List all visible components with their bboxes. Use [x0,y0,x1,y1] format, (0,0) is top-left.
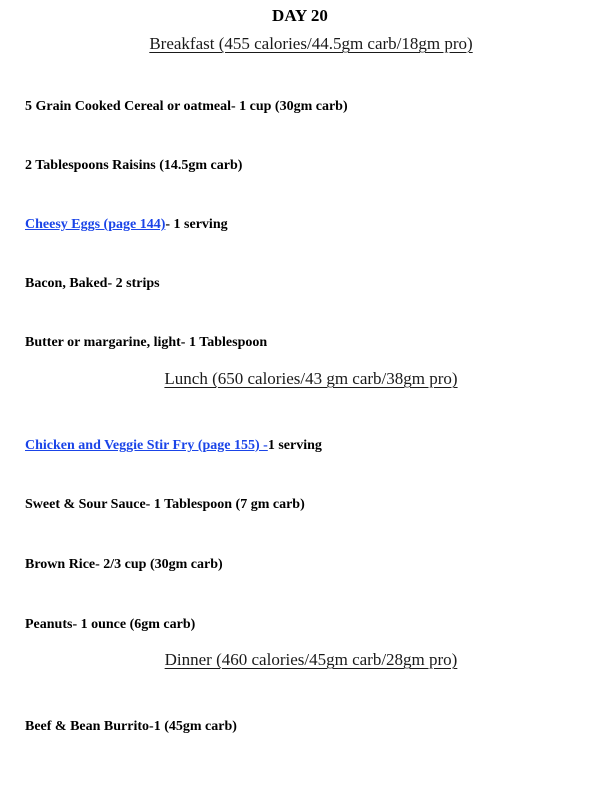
stir-fry-link[interactable]: Chicken and Veggie Stir Fry (page 155) - [25,438,268,453]
stir-fry-serving: 1 serving [267,438,322,453]
lunch-item-peanuts: Peanuts- 1 ounce (6gm carb) [25,617,196,632]
breakfast-item-bacon: Bacon, Baked- 2 strips [25,276,160,291]
breakfast-item-butter: Butter or margarine, light- 1 Tablespoon [25,335,268,350]
breakfast-item-cheesy-eggs [25,217,228,233]
lunch-item-stir-fry [25,438,322,454]
lunch-heading: Lunch (650 calories/43 gm carb/38gm pro) [164,369,458,388]
page-title: DAY 20 [272,6,328,25]
breakfast-heading: Breakfast (455 calories/44.5gm carb/18gm pro) [149,34,473,53]
dinner-item-burrito: Beef & Bean Burrito-1 (45gm carb) [25,719,237,734]
lunch-item-rice: Brown Rice- 2/3 cup (30gm carb) [25,557,223,572]
cheesy-eggs-serving: - 1 serving [165,217,228,232]
breakfast-item-cereal: 5 Grain Cooked Cereal or oatmeal- 1 cup (30gm carb) [25,99,348,114]
breakfast-item-raisins: 2 Tablespoons Raisins (14.5gm carb) [25,158,243,173]
cheesy-eggs-link[interactable]: Cheesy Eggs (page 144) [25,217,166,232]
lunch-item-sauce: Sweet & Sour Sauce- 1 Tablespoon (7 gm carb) [25,497,305,512]
dinner-heading: Dinner (460 calories/45gm carb/28gm pro) [164,650,458,669]
